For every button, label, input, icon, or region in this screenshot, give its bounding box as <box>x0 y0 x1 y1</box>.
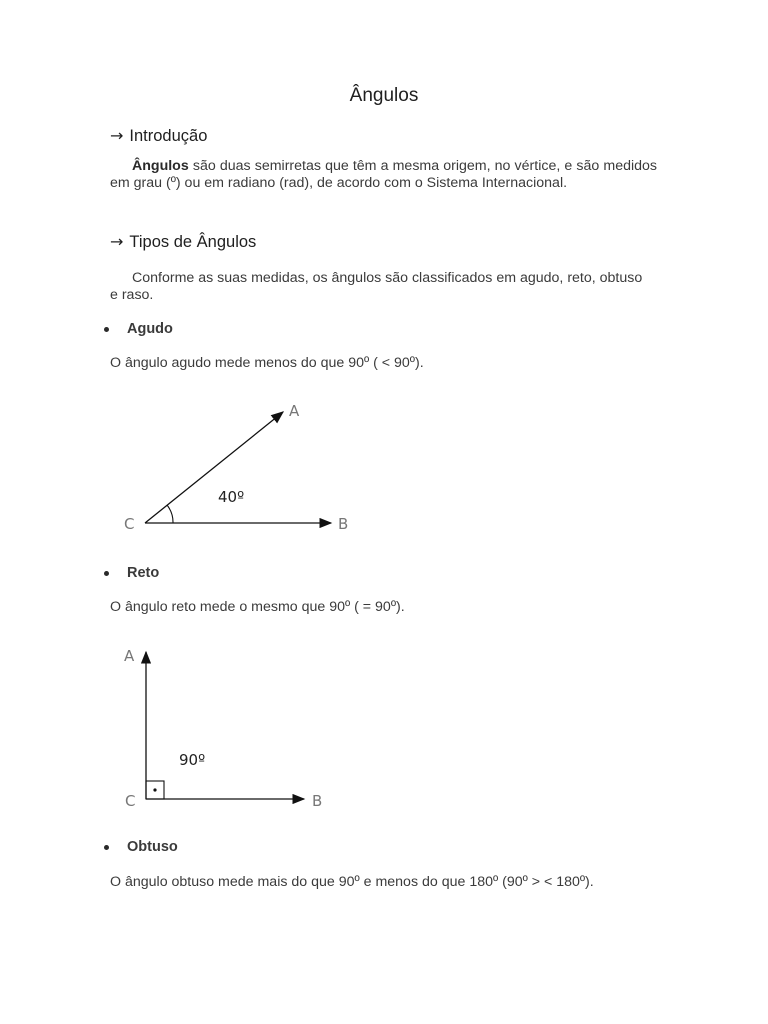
angle-measure: 90º <box>179 751 206 769</box>
vertex-label-a: A <box>289 402 300 420</box>
angle-measure: 40º <box>218 488 245 506</box>
vertex-label-c: C <box>124 515 135 533</box>
agudo-description: O ângulo agudo mede menos do que 90º ( < 90º). <box>110 355 424 371</box>
types-heading <box>110 232 256 252</box>
types-heading-text: Tipos de Ângulos <box>129 233 257 251</box>
types-paragraph: Conforme as suas medidas, os ângulos são classificados em agudo, reto, obtuso e raso. <box>110 270 643 303</box>
right-angle-diagram <box>118 640 338 815</box>
acute-angle-diagram <box>118 398 358 538</box>
bullet-agudo-label: Agudo <box>127 321 173 338</box>
bullet-agudo <box>104 321 173 337</box>
intro-paragraph <box>110 158 657 192</box>
vertex-label-c: C <box>125 792 136 810</box>
intro-text: são duas semirretas que têm a mesma origem, no vértice, e são medidos em grau (º) ou em radiano (rad), de acordo com o Sistema Internacional. <box>110 158 657 191</box>
bullet-dot-icon <box>104 845 109 850</box>
bullet-obtuso <box>104 839 178 855</box>
intro-heading-text: Introdução <box>129 127 208 145</box>
vertex-label-a: A <box>124 647 135 665</box>
angle-arc <box>167 505 173 523</box>
right-arrow-icon: → <box>110 232 124 251</box>
bullet-obtuso-label: Obtuso <box>127 839 178 856</box>
obtuso-description: O ângulo obtuso mede mais do que 90º e menos do que 180º (90º > < 180º). <box>110 874 594 890</box>
bullet-dot-icon <box>104 327 109 332</box>
right-angle-dot <box>153 788 156 791</box>
bullet-reto <box>104 565 159 581</box>
vertex-label-b: B <box>312 792 323 810</box>
vertex-label-b: B <box>338 515 349 533</box>
reto-description: O ângulo reto mede o mesmo que 90º ( = 90º). <box>110 599 405 615</box>
right-arrow-icon: → <box>110 126 124 145</box>
bullet-reto-label: Reto <box>127 565 160 582</box>
bullet-dot-icon <box>104 571 109 576</box>
intro-heading <box>110 126 207 146</box>
page-title: Ângulos <box>349 85 419 106</box>
ray-ca <box>145 412 283 523</box>
intro-term: Ângulos <box>132 158 189 174</box>
